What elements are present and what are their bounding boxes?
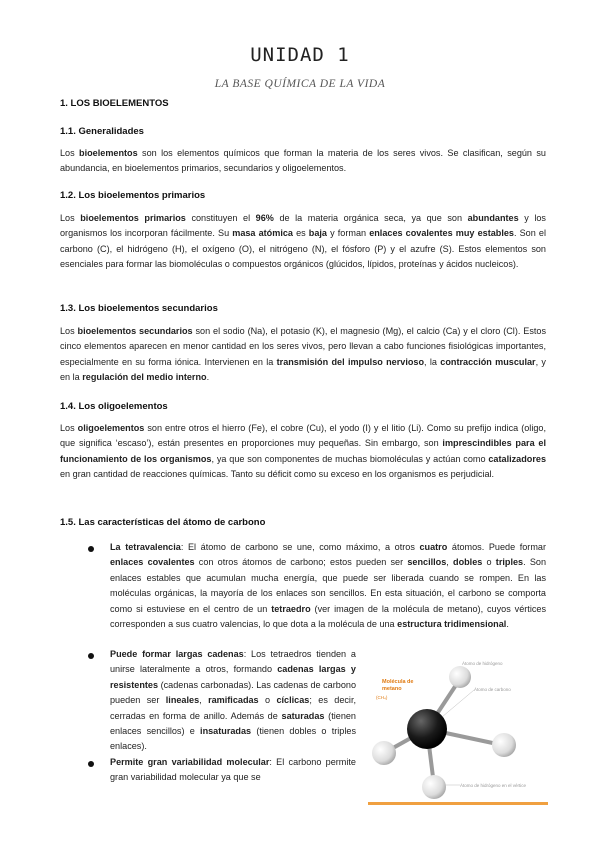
paragraph-1-2: Los bioelementos primarios constituyen el 96% de la materia orgánica seca, ya que son abundantes y los organismos los incorporan fácilmente. Su masa atómica es baja y forman enlaces covalentes muy estables. Son el carbono (C), el hidrógeno (H), el oxígeno (O), el nitrógeno (N), el fósforo (P) y el azufre (S). Estos elementos son esenciales para formar las biomoléculas o compuestos orgánicos (glúcidos, lípidos, proteínas y ácidos nucleicos). (60, 213, 546, 270)
page-title: UNIDAD 1 (250, 44, 350, 66)
paragraph-1-1: Los bioelementos son los elementos químicos que forman la materia de los seres vivos. Se clasifican, según su abundancia, en bioelementos primarios, secundarios y oligoelementos. (60, 148, 546, 174)
paragraph-1-3: Los bioelementos secundarios son el sodio (Na), el potasio (K), el magnesio (Mg), el calcio (Ca) y el cloro (Cl). Estos cinco elementos aparecen en menor cantidad en los seres vivos, pero llevan a cabo funciones fisiológicas importantes, especialmente en su forma iónica. Intervienen en la transmisión del impulso nervioso, la contracción muscular, y en la regulación del medio interno. (60, 326, 546, 383)
figure-border-line (368, 802, 548, 805)
heading-1-5: 1.5. Las características del átomo de carbono (60, 517, 266, 528)
figure-formula: (CH₄) (376, 695, 388, 700)
list-item-tetravalencia: La tetravalencia: El átomo de carbono se une, como máximo, a otros cuatro átomos. Puede formar enlaces covalentes con otros átomos de carbono; estos pueden ser sencillos, dobles o triples. Son enlaces estables que acumulan mucha energía, que puede ser liberada cuando se rompen. En las moléculas orgánicas, la mayoría de los enlaces son sencillos. En esta situación, el carbono se comporta como si estuviese en el centro de un tetraedro (ver imagen de la molécula de metano), cuyos vértices corresponden a sus cuatro valencias, lo que dota a la molécula de una estructura tridimensional. (110, 542, 547, 630)
figure-note-hydrogen: Átomo de hidrógeno (462, 661, 503, 666)
bullet-dot (88, 546, 94, 552)
bullet-dot (88, 761, 94, 767)
figure-title: Molécula de metano (382, 679, 414, 692)
heading-1-3: 1.3. Los bioelementos secundarios (60, 303, 218, 314)
carbon-atom (407, 709, 447, 749)
bullet-dot (88, 653, 94, 659)
methane-3d-model (362, 655, 552, 805)
list-item-variabilidad: Permite gran variabilidad molecular: El carbono permite gran variabilidad molecular ya que se (110, 757, 356, 783)
hydrogen-atom (422, 775, 446, 799)
paragraph-1-4: Los oligoelementos son entre otros el hierro (Fe), el cobre (Cu), el yodo (I) y el litio (Li). Como su prefijo indica (oligo, que significa ‘escaso’), están presentes en proporciones muy pequeñas. Sin embargo, son imprescindibles para el funcionamiento de los organismos, ya que son componentes de muchas biomoléculas y actúan como catalizadores en gran cantidad de reacciones químicas. Tanto su déficit como su exceso en los organismos es perjudicial. (60, 423, 546, 480)
heading-1-2: 1.2. Los bioelementos primarios (60, 190, 206, 201)
hydrogen-atom (492, 733, 516, 757)
section-heading-1: 1. LOS BIOELEMENTOS (60, 98, 169, 109)
heading-1-4: 1.4. Los oligoelementos (60, 401, 168, 412)
figure-note-carbon: Átomo de carbono (474, 687, 511, 692)
figure-note-vertex: Átomo de hidrógeno en el vértice (460, 783, 527, 788)
hydrogen-atom (449, 666, 471, 688)
methane-molecule-figure (362, 655, 552, 805)
page-subtitle: LA BASE QUÍMICA DE LA VIDA (214, 78, 386, 90)
heading-1-1: 1.1. Generalidades (60, 126, 144, 137)
list-item-cadenas: Puede formar largas cadenas: Los tetraedros tienden a unirse lateralmente a otros, formando cadenas largas y resistentes (cadenas carbonadas). Las cadenas de carbono pueden ser lineales, ramificadas o cíclicas; es decir, cerradas en forma de anillo. Además de saturadas (tienen enlaces sencillos) e insaturadas (tienen dobles o triples enlaces). (110, 649, 356, 752)
hydrogen-atom (372, 741, 396, 765)
